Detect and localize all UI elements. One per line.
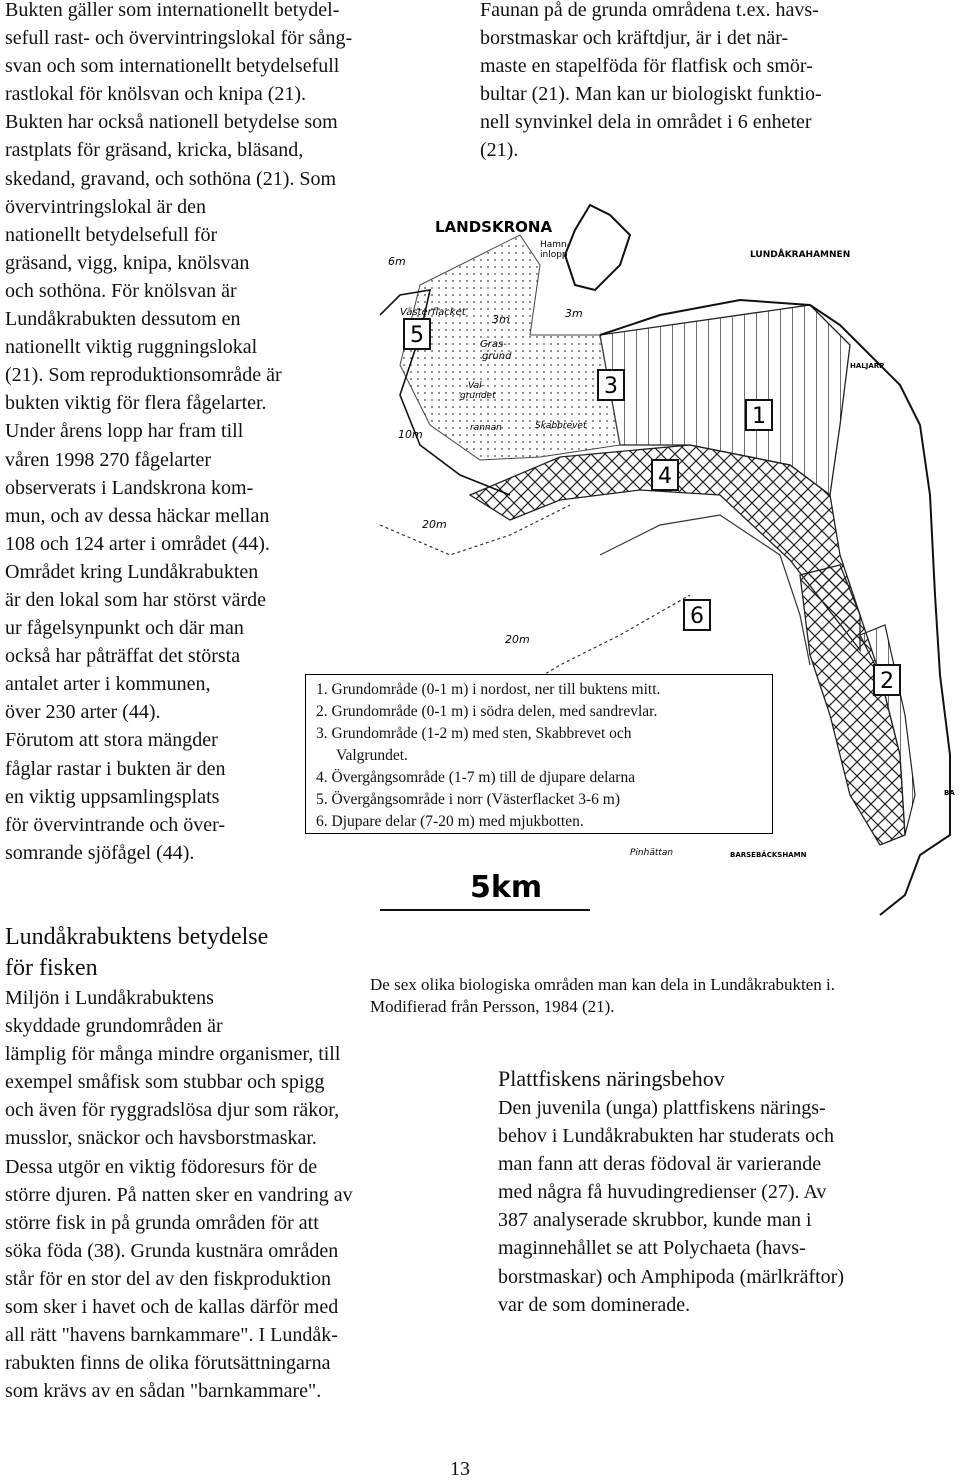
legend-item: Valgrundet.: [336, 747, 408, 764]
text-line: bultar (21). Man kan ur biologiskt funktio-: [480, 83, 822, 106]
label-pinhattan: Pinhättan: [630, 848, 674, 858]
text-line: mun, och av dessa häckar mellan: [5, 504, 270, 527]
text-line: skyddade grundområden är: [5, 1015, 223, 1038]
text-line: svan och som internationellt betydelsefull: [5, 55, 340, 78]
fish-section: [5, 922, 353, 1405]
text-line: Miljön i Lundåkrabuktens: [5, 987, 214, 1009]
svg-text:6: 6: [690, 604, 704, 629]
caption-line: Modifierad från Persson, 1984 (21).: [370, 997, 615, 1016]
text-line: (21).: [480, 139, 519, 162]
text-line: (21). Som reproduktionsområde är: [5, 364, 282, 387]
text-line: somrande sjöfågel (44).: [5, 841, 195, 864]
text-line: var de som dominerade.: [498, 1293, 691, 1316]
text-line: rastplats för gräsand, kricka, bläsand,: [5, 139, 304, 162]
label-lundakrahamnen: LUNDÅKRAHAMNEN: [750, 250, 851, 260]
map-legend: [305, 674, 773, 834]
section-body: [498, 1094, 844, 1319]
text-line: Området kring Lundåkrabukten: [5, 560, 259, 583]
zone-marker-1: [746, 400, 772, 430]
text-line: rabukten finns de olika förutsättningarna: [5, 1352, 331, 1375]
legend-item: 5. Övergångsområde i norr (Västerflacket 3-6 m): [316, 791, 621, 808]
text-line: nationellt betydelsefull för: [5, 223, 218, 246]
text-line: och även för ryggradslösa djur som räkor,: [5, 1099, 340, 1122]
heading-line: Lundåkrabuktens betydelse: [5, 924, 269, 950]
text-line: all rätt "havens barnkammare". I Lundåk-: [5, 1324, 338, 1347]
text-line: bukten viktig för flera fågelarter.: [5, 392, 267, 415]
legend-item: 6. Djupare delar (7-20 m) med mjukbotten.: [316, 813, 584, 830]
text-line: en viktig uppsamlingsplats: [5, 785, 220, 808]
text-line: borstmaskar) och Amphipoda (märlkräftor): [498, 1265, 845, 1288]
zone-5-area: [400, 235, 620, 460]
section-heading: Plattfiskens näringsbehov: [498, 1066, 725, 1091]
label-vasterflacket: Västerflacket: [400, 307, 466, 318]
label-skabbrevet: Skabbrevet: [535, 421, 587, 431]
text-line: 387 analyserade skrubbor, kunde man i: [498, 1209, 812, 1232]
zone-marker-3: [598, 370, 624, 400]
svg-text:4: 4: [658, 464, 672, 489]
text-line: borstmaskar och kräftdjur, är i det när-: [480, 27, 789, 50]
label-landskrona: LANDSKRONA: [435, 218, 553, 236]
text-line: som sker i havet och de kallas därför med: [5, 1296, 339, 1319]
text-line: rastlokal för knölsvan och knipa (21).: [5, 83, 307, 106]
legend-item: 2. Grundområde (0-1 m) i södra delen, med sandrevlar.: [316, 703, 658, 720]
text-line: skedand, gravand, och sothöna (21). Som: [5, 167, 337, 190]
text-line: maginnehållet se att Polychaeta (havs-: [498, 1237, 806, 1260]
legend-item: 4. Övergångsområde (1-7 m) till de djupare delarna: [316, 769, 636, 786]
depth-3m-mid: 3m: [565, 307, 583, 320]
depth-20m-a: 20m: [422, 518, 447, 531]
text-line: exempel småfisk som stubbar och spigg: [5, 1071, 325, 1094]
label-val: Val-: [468, 381, 485, 391]
text-line: står för en stor del av den fiskproduktion: [5, 1267, 332, 1290]
label-inlopp: inlopp: [540, 250, 568, 260]
svg-text:3: 3: [604, 374, 618, 399]
text-line: Förutom att stora mängder: [5, 729, 218, 752]
text-line: Bukten har också nationell betydelse som: [5, 111, 338, 134]
page-number: 13: [450, 1458, 470, 1480]
text-line: nationellt viktig ruggningslokal: [5, 336, 258, 359]
label-ba: BA: [944, 789, 955, 797]
label-rannan: rannan: [470, 423, 502, 433]
text-line: nell synvinkel dela in området i 6 enheter: [480, 111, 812, 134]
zone-marker-5: [404, 319, 430, 349]
text-line: Bukten gäller som internationellt betydel-: [5, 0, 340, 21]
section-heading: [5, 922, 353, 984]
depth-20m-b: 20m: [505, 633, 530, 646]
coastline: [565, 205, 630, 290]
legend-item: 1. Grundområde (0-1 m) i nordost, ner till buktens mitt.: [316, 681, 661, 698]
label-grund: grund: [482, 351, 512, 362]
text-line: större djuren. På natten sker en vandring av: [5, 1183, 353, 1206]
label-haljarp: HALJARP: [850, 362, 885, 370]
text-line: våren 1998 270 fågelarter: [5, 448, 212, 471]
text-line: större fisk in på grunda områden för att: [5, 1211, 319, 1234]
caption-line: De sex olika biologiska områden man kan dela in Lundåkrabukten i.: [370, 975, 836, 994]
flatfish-section: [498, 1064, 844, 1319]
svg-text:5km: 5km: [470, 870, 543, 905]
text-line: Lundåkrabukten dessutom en: [5, 308, 241, 331]
text-line: man fann att deras födoval är varierande: [498, 1153, 822, 1176]
map-caption: [370, 974, 835, 1018]
zone-marker-6: [684, 600, 710, 630]
svg-text:1: 1: [752, 404, 766, 429]
depth-10m: 10m: [398, 428, 423, 441]
text-line: Under årens lopp har fram till: [5, 420, 244, 443]
text-line: gräsand, vigg, knipa, knölsvan: [5, 251, 250, 274]
text-line: som krävs av en sådan "barnkammare".: [5, 1380, 322, 1403]
text-line: antalet arter i kommunen,: [5, 673, 211, 696]
text-line: övervintringslokal är den: [5, 195, 207, 218]
text-line: observerats i Landskrona kom-: [5, 476, 254, 499]
text-line: 108 och 124 arter i området (44).: [5, 532, 270, 555]
fauna-text-column: [480, 0, 822, 165]
zone-marker-4: [652, 460, 678, 490]
svg-text:2: 2: [880, 669, 894, 694]
text-line: Dessa utgör en viktig födoresurs för de: [5, 1155, 318, 1178]
label-barsebackshamn: BARSEBÄCKSHAMN: [730, 851, 807, 859]
text-line: maste en stapelföda för flatfisk och smör-: [480, 55, 813, 78]
text-line: för övervintrande och över-: [5, 813, 226, 836]
label-grundet: grundet: [460, 391, 496, 401]
svg-text:5: 5: [410, 323, 424, 348]
text-line: lämplig för många mindre organismer, till: [5, 1043, 341, 1066]
text-line: med några få huvudingredienser (27). Av: [498, 1181, 827, 1204]
text-line: över 230 arter (44).: [5, 701, 161, 724]
text-line: ur fågelsynpunkt och där man: [5, 617, 244, 640]
text-line: är den lokal som har störst värde: [5, 588, 267, 611]
text-line: sefull rast- och övervintringslokal för sång-: [5, 27, 353, 50]
label-gras: Gras-: [480, 339, 507, 350]
text-line: behov i Lundåkrabukten har studerats och: [498, 1125, 835, 1148]
text-line: och sothöna. För knölsvan är: [5, 279, 237, 302]
scale-bar: [380, 870, 590, 910]
bird-text-column: [5, 0, 352, 867]
depth-3m-left: 3m: [492, 313, 510, 326]
text-line: Den juvenila (unga) plattfiskens närings-: [498, 1097, 826, 1119]
depth-6m: 6m: [388, 255, 406, 268]
label-hamn: Hamn-: [540, 240, 571, 250]
text-line: fåglar rastar i bukten är den: [5, 757, 226, 780]
zone-marker-2: [874, 665, 900, 695]
text-line: musslor, snäckor och havsborstmaskar.: [5, 1127, 317, 1150]
text-line: också har påträffat det största: [5, 645, 241, 668]
text-line: söka föda (38). Grunda kustnära områden: [5, 1239, 339, 1262]
heading-line: för fisken: [5, 955, 98, 981]
section-body: [5, 984, 353, 1405]
text-line: Faunan på de grunda områdena t.ex. havs-: [480, 0, 819, 21]
legend-item: 3. Grundområde (1-2 m) med sten, Skabbrevet och: [316, 725, 632, 742]
